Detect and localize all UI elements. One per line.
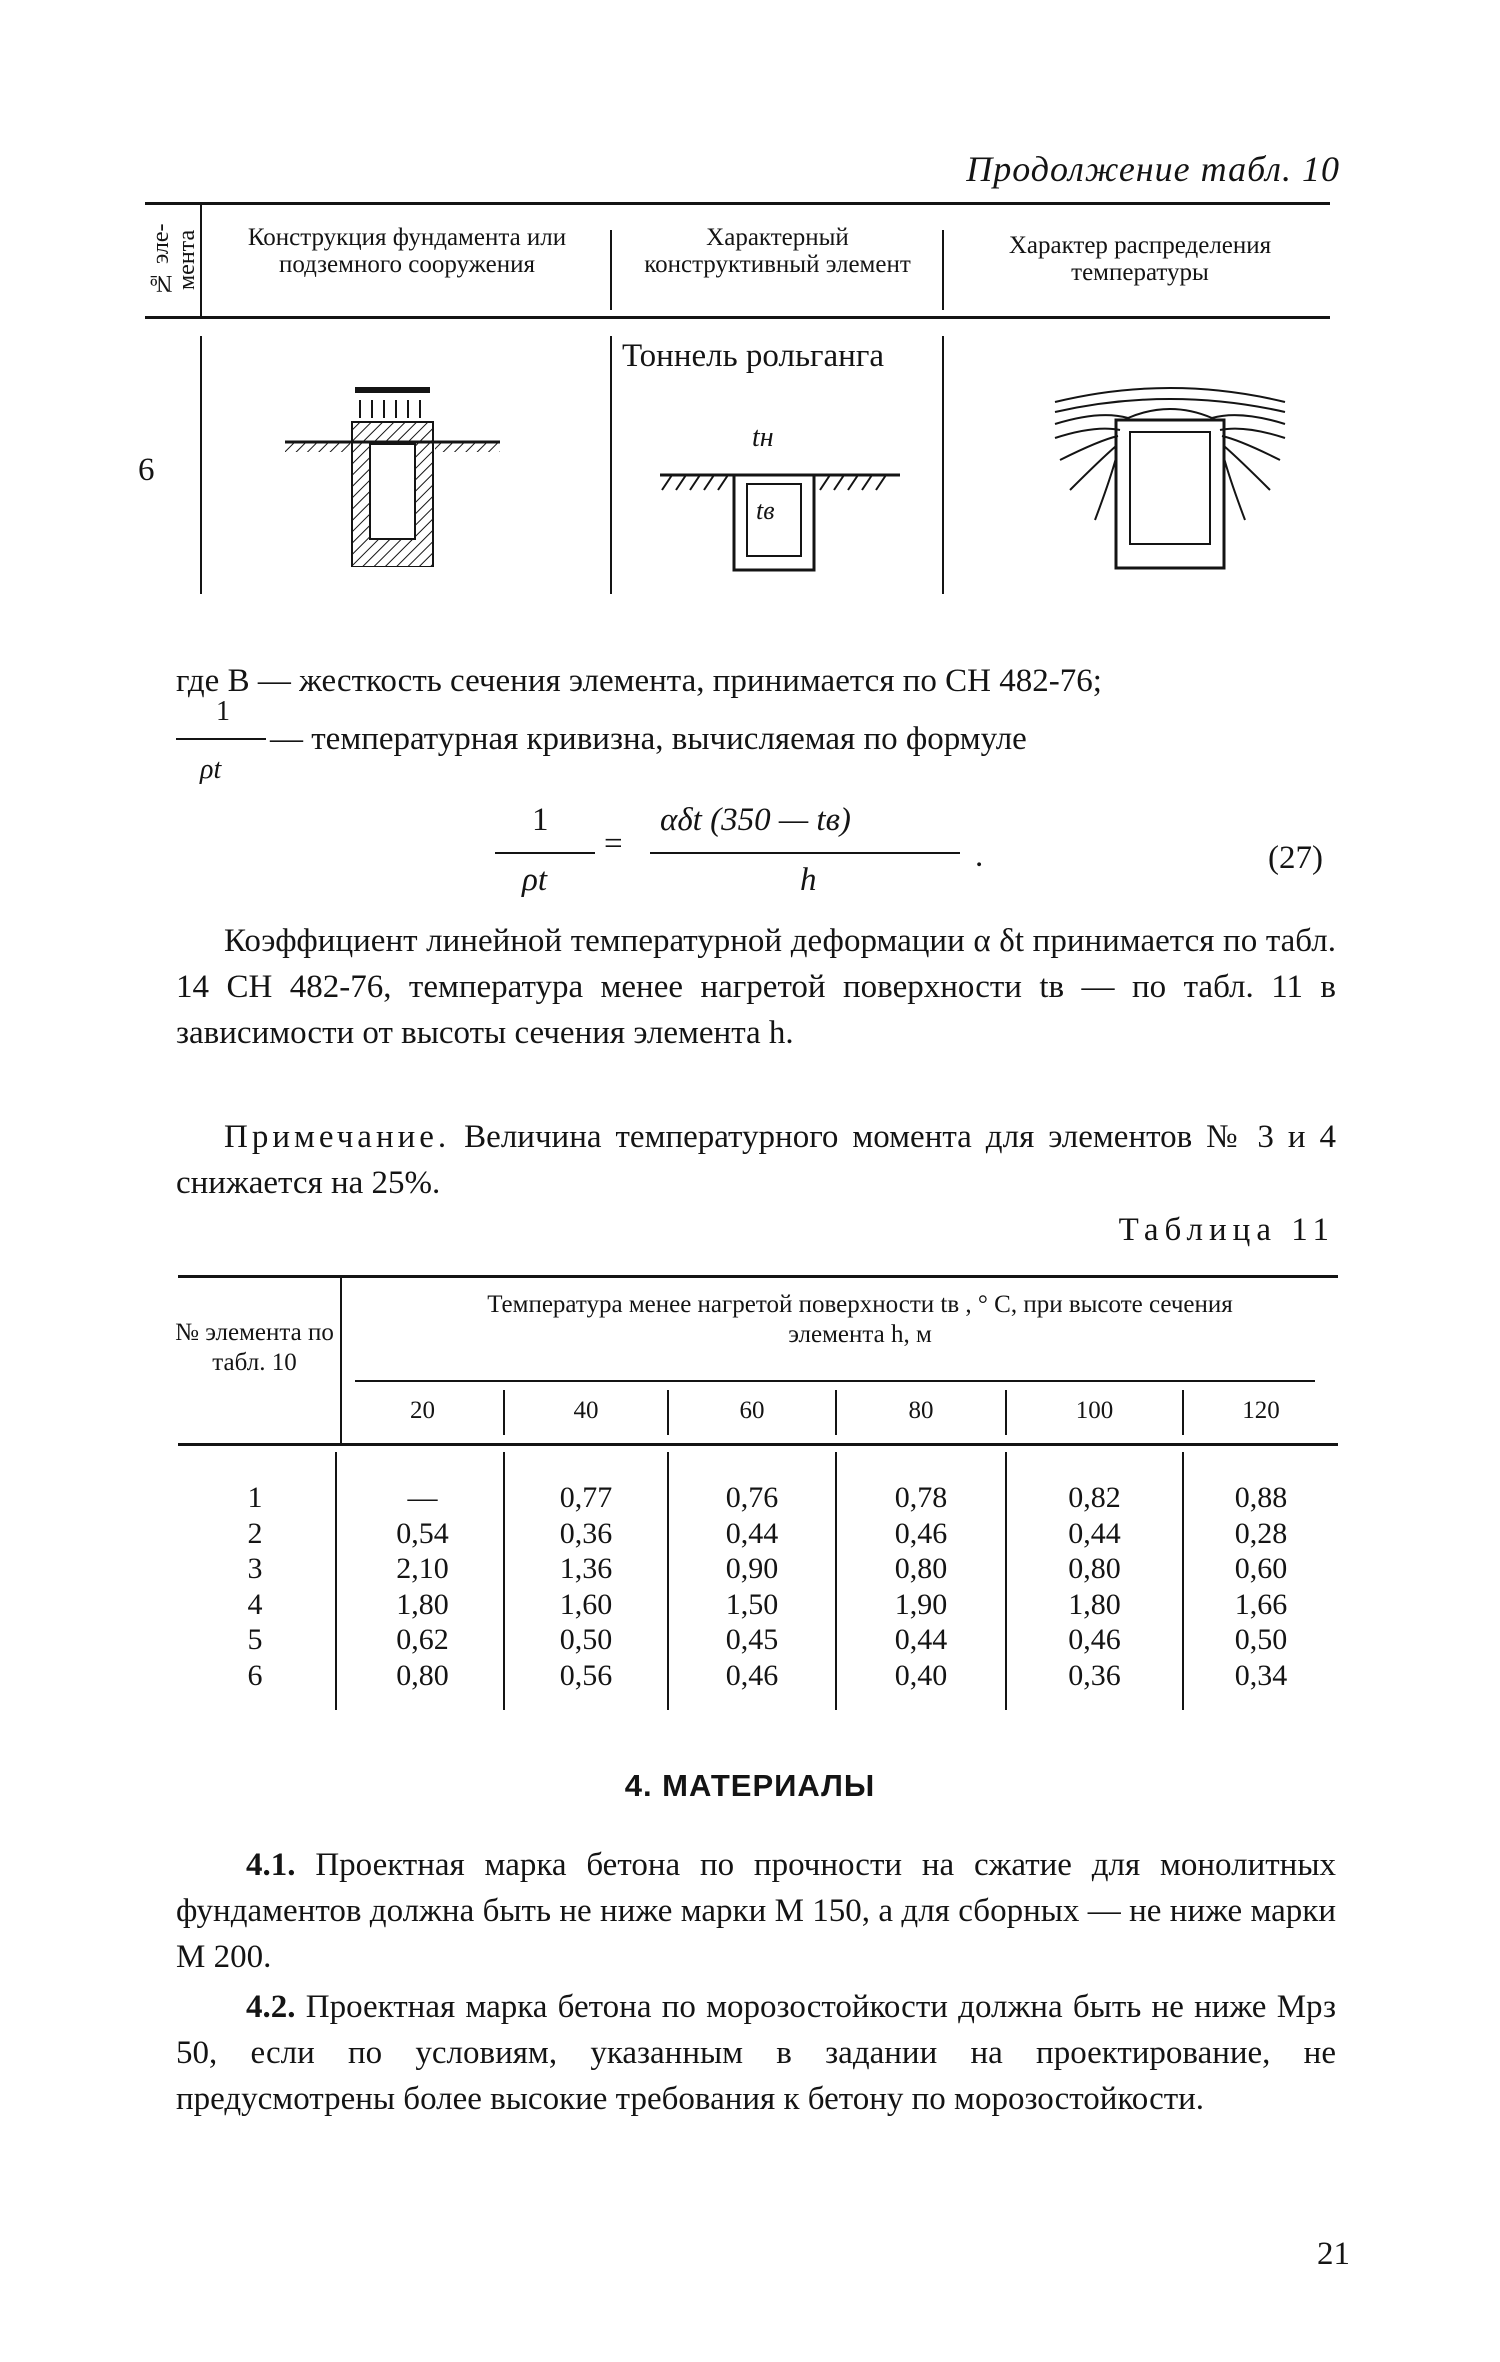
temperature-distribution-figure <box>1040 380 1300 570</box>
note-text: Величина температурного момента для элементов № 3 и 4 снижается на 25%. <box>176 1119 1337 1201</box>
table-cell: 0,44 <box>1068 1516 1121 1550</box>
page-number: 21 <box>1317 2236 1350 2272</box>
note-label: Примечание. <box>224 1119 451 1155</box>
table-cell: 0,77 <box>559 1481 613 1514</box>
table-cell: 0,50 <box>1234 1623 1288 1656</box>
table-cell: 0,36 <box>559 1516 613 1550</box>
col-header-80: 80 <box>908 1397 934 1424</box>
label-t-inner: tв <box>756 496 775 525</box>
table-row-number: 6 <box>247 1658 263 1692</box>
table-cell: 0,46 <box>894 1516 948 1550</box>
table-cell: 0,76 <box>725 1481 779 1514</box>
table-cell: 1,66 <box>1234 1587 1288 1621</box>
row-header: № элемента по табл. 10 <box>175 1319 334 1376</box>
col-header-distribution: Характер распределения температуры <box>1008 232 1272 286</box>
col-header-120: 120 <box>1242 1397 1280 1424</box>
table-cell: 0,50 <box>559 1623 613 1656</box>
table-row-number: 1 <box>247 1481 263 1514</box>
paragraph-4-2-text: Проектная марка бетона по морозостойкости должна быть не ниже Мрз 50, если по условиям, указанным в задании на проектирование, не предусмотрены более высокие требования к бетону по морозостойкости. <box>176 1989 1336 2117</box>
column-20-values <box>342 1480 503 1693</box>
table-cell: 1,80 <box>1068 1587 1121 1621</box>
col-header-element: Характерный конструктивный элемент <box>644 224 911 278</box>
paragraph-4-1-text: Проектная марка бетона по прочности на сжатие для монолитных фундаментов должна быть не ниже марки М 150, а для сборных — не ниже марки М 200. <box>176 1847 1336 1975</box>
table-cell: 0,44 <box>725 1516 779 1550</box>
table-cell: 2,10 <box>396 1552 449 1585</box>
col-header-construction: Конструкция фундамента или подземного сооружения <box>247 224 567 278</box>
note <box>176 1114 1336 1206</box>
table-cell: 0,90 <box>725 1552 779 1585</box>
table-cell: 0,80 <box>396 1658 449 1692</box>
section-title: 4. МАТЕРИАЛЫ <box>624 1768 876 1803</box>
col-header-number: № эле-мента <box>148 223 200 297</box>
label-t-outer: tн <box>752 422 774 453</box>
paragraph-4-2-number: 4.2. <box>246 1989 296 2025</box>
table-cell: 0,45 <box>725 1623 779 1656</box>
column-80-values <box>837 1480 1005 1693</box>
table-cell: 0,88 <box>1234 1481 1288 1514</box>
table-cell: 0,60 <box>1234 1552 1288 1585</box>
table-cell: 0,40 <box>894 1658 948 1692</box>
table-cell: — <box>407 1481 438 1514</box>
table-cell: 0,36 <box>1068 1658 1121 1692</box>
table-cell: 0,82 <box>1068 1481 1121 1514</box>
table-cell: 1,36 <box>559 1552 613 1585</box>
continuation-header: Продолжение табл. 10 <box>966 149 1340 189</box>
table-cell: 1,90 <box>894 1587 948 1621</box>
table-row-number: 5 <box>247 1623 263 1656</box>
row-numbers <box>220 1480 290 1693</box>
curvature-fraction-numerator: 1 <box>216 696 230 727</box>
col-header-20: 20 <box>410 1397 435 1424</box>
formula-lhs-denominator: ρt <box>522 862 548 898</box>
characteristic-element: Тоннель рольганга <box>622 338 885 374</box>
foundation-figure <box>275 382 515 567</box>
table-cell: 0,34 <box>1234 1658 1288 1692</box>
table-cell: 0,78 <box>894 1481 948 1514</box>
paragraph-4-2 <box>176 1984 1336 2122</box>
table-cell: 0,46 <box>1068 1623 1121 1656</box>
paragraph-4-1 <box>176 1842 1336 1980</box>
table-cell: 0,46 <box>725 1658 779 1692</box>
table-cell: 0,28 <box>1234 1516 1288 1550</box>
table-row-number: 4 <box>247 1587 263 1621</box>
paragraph-stiffness: где B — жесткость сечения элемента, принимается по СН 482-76; <box>176 663 1102 699</box>
tunnel-figure <box>650 420 910 580</box>
paragraph-curvature: — температурная кривизна, вычисляемая по формуле <box>270 721 1027 757</box>
column-120-values <box>1184 1480 1338 1693</box>
table-cell: 0,80 <box>1068 1552 1121 1585</box>
formula-rhs-numerator: αδt (350 — tв) <box>660 802 851 838</box>
curvature-fraction-denominator: ρt <box>200 754 222 785</box>
column-60-values <box>669 1480 835 1693</box>
row-number: 6 <box>138 452 155 488</box>
table-cell: 0,80 <box>894 1552 948 1585</box>
table-cell: 1,80 <box>396 1587 449 1621</box>
paragraph-coefficient: Коэффициент линейной температурной деформации α δt принимается по табл. 14 СН 482-76, температура менее нагретой поверхности tв — по табл. 11 в зависимости от высоты сечения элемента h. <box>176 923 1336 1051</box>
table-cell: 0,56 <box>559 1658 613 1692</box>
table-cell: 1,50 <box>725 1587 779 1621</box>
column-100-values <box>1007 1480 1182 1693</box>
col-header-100: 100 <box>1075 1397 1114 1424</box>
table-row-number: 3 <box>247 1552 263 1585</box>
col-header-40: 40 <box>573 1397 599 1424</box>
table-cell: 0,62 <box>396 1623 449 1656</box>
formula-rhs-denominator: h <box>800 862 817 898</box>
table-cell: 0,44 <box>894 1623 948 1656</box>
table-cell: 1,60 <box>559 1587 613 1621</box>
table-row-number: 2 <box>247 1516 263 1550</box>
col-header-60: 60 <box>739 1397 765 1424</box>
paragraph-4-1-number: 4.1. <box>246 1847 296 1883</box>
formula-lhs-numerator: 1 <box>532 802 549 838</box>
column-40-values <box>505 1480 667 1693</box>
table-11-caption: Таблица 11 <box>1118 1212 1335 1248</box>
group-header: Температура менее нагретой поверхности tв , ° С, при высоте сечения элемента h, м <box>487 1291 1233 1348</box>
formula-number: (27) <box>1268 840 1323 876</box>
table-cell: 0,54 <box>396 1516 449 1550</box>
